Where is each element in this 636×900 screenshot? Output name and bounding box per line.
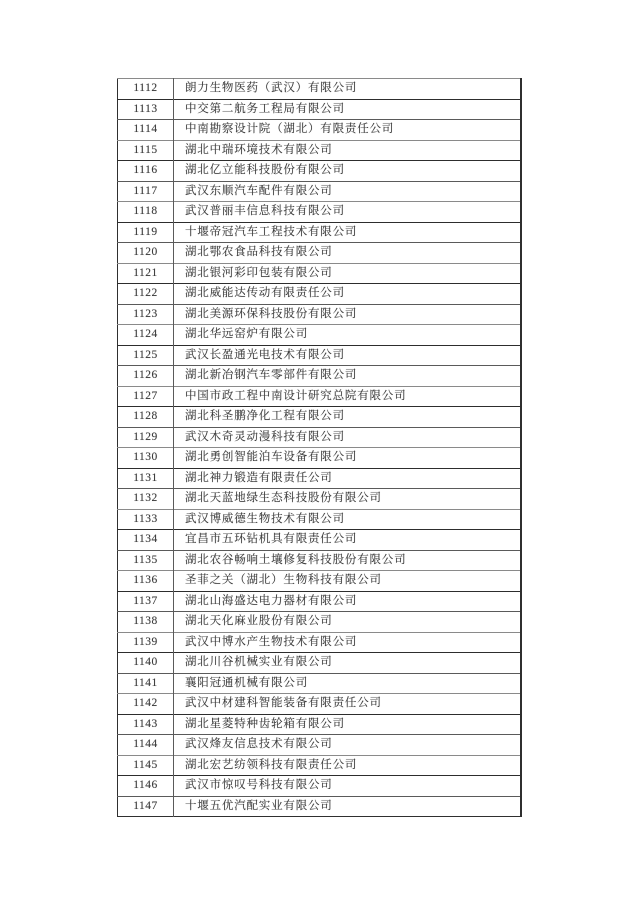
table-row bbox=[118, 448, 522, 469]
table-row bbox=[118, 612, 522, 633]
table-row bbox=[118, 571, 522, 592]
row-number-cell: 1138 bbox=[118, 612, 174, 633]
row-number-cell: 1117 bbox=[118, 181, 174, 202]
row-number-cell: 1144 bbox=[118, 735, 174, 756]
row-number-cell: 1125 bbox=[118, 345, 174, 366]
company-name-cell: 襄阳冠通机械有限公司 bbox=[185, 676, 308, 689]
row-number-cell: 1116 bbox=[118, 161, 174, 182]
row-number-cell: 1131 bbox=[118, 468, 174, 489]
company-name-cell: 武汉烽友信息技术有限公司 bbox=[185, 738, 333, 750]
table-row bbox=[118, 325, 522, 346]
company-name-cell: 湖北中瑞环境技术有限公司 bbox=[185, 143, 333, 156]
row-number-cell: 1135 bbox=[118, 550, 174, 571]
row-number-cell: 1140 bbox=[118, 653, 174, 674]
row-number-cell: 1134 bbox=[118, 530, 174, 551]
row-number-cell: 1123 bbox=[118, 304, 174, 325]
table-row bbox=[118, 694, 522, 715]
row-number-cell: 1119 bbox=[118, 222, 174, 243]
table-row bbox=[118, 653, 522, 674]
table-row bbox=[118, 79, 522, 100]
company-name-cell: 武汉市惊叹号科技有限公司 bbox=[185, 779, 333, 791]
company-name-cell: 湖北鄂农食品科技有限公司 bbox=[185, 246, 333, 258]
company-name-cell: 武汉普丽丰信息科技有限公司 bbox=[185, 205, 345, 217]
row-number-cell: 1114 bbox=[118, 120, 174, 141]
table-row bbox=[118, 284, 522, 305]
row-number-cell: 1133 bbox=[118, 509, 174, 530]
row-number-cell: 1132 bbox=[118, 489, 174, 510]
company-name-cell: 湖北川谷机械实业有限公司 bbox=[185, 656, 333, 668]
table-row bbox=[118, 632, 522, 653]
row-number-cell: 1137 bbox=[118, 591, 174, 612]
table-row bbox=[118, 407, 522, 428]
row-number-cell: 1142 bbox=[118, 694, 174, 715]
table-row bbox=[118, 673, 522, 694]
company-name-cell: 湖北亿立能科技股份有限公司 bbox=[185, 164, 345, 176]
company-name-cell: 湖北科圣鹏净化工程有限公司 bbox=[185, 410, 345, 422]
company-name-cell: 宜昌市五环钻机具有限责任公司 bbox=[185, 533, 358, 545]
table-row bbox=[118, 714, 522, 735]
row-number-cell: 1120 bbox=[118, 243, 174, 264]
company-name-cell: 圣菲之关（湖北）生物科技有限公司 bbox=[185, 574, 382, 586]
table-row bbox=[118, 161, 522, 182]
table-row bbox=[118, 99, 522, 120]
company-name-cell: 湖北宏艺纺领科技有限责任公司 bbox=[185, 758, 358, 771]
row-number-cell: 1143 bbox=[118, 714, 174, 735]
company-name-cell: 中南勘察设计院（湖北）有限责任公司 bbox=[185, 123, 395, 135]
company-name-cell: 湖北山海盛达电力器材有限公司 bbox=[185, 594, 358, 607]
table-row bbox=[118, 140, 522, 161]
table-row bbox=[118, 120, 522, 141]
row-number-cell: 1124 bbox=[118, 325, 174, 346]
company-name-cell: 湖北天蓝地绿生态科技股份有限公司 bbox=[185, 492, 382, 504]
row-number-cell: 1146 bbox=[118, 776, 174, 797]
row-number-cell: 1147 bbox=[118, 796, 174, 817]
table-row bbox=[118, 755, 522, 776]
row-number-cell: 1129 bbox=[118, 427, 174, 448]
company-name-cell: 武汉博威德生物技术有限公司 bbox=[185, 512, 345, 525]
company-name-cell: 武汉木奇灵动漫科技有限公司 bbox=[185, 430, 345, 443]
row-number-cell: 1121 bbox=[118, 263, 174, 284]
row-number-cell: 1128 bbox=[118, 407, 174, 428]
company-name-cell: 湖北新冶钢汽车零部件有限公司 bbox=[185, 369, 358, 381]
table-row bbox=[118, 222, 522, 243]
company-name-cell: 湖北农谷畅响土壤修复科技股份有限公司 bbox=[185, 553, 407, 566]
company-name-cell: 十堰五优汽配实业有限公司 bbox=[185, 799, 333, 812]
company-table-body bbox=[118, 79, 522, 817]
table-row bbox=[118, 345, 522, 366]
row-number-cell: 1145 bbox=[118, 755, 174, 776]
table-row bbox=[118, 776, 522, 797]
row-number-cell: 1113 bbox=[118, 99, 174, 120]
table-row bbox=[118, 735, 522, 756]
company-name-cell: 湖北神力锻造有限责任公司 bbox=[185, 471, 333, 484]
company-name-cell: 湖北威能达传动有限责任公司 bbox=[185, 287, 345, 299]
table-row bbox=[118, 530, 522, 551]
table-row bbox=[118, 550, 522, 571]
company-table bbox=[117, 78, 522, 817]
row-number-cell: 1126 bbox=[118, 366, 174, 387]
company-name-cell: 武汉中博水产生物技术有限公司 bbox=[185, 635, 358, 648]
table-row bbox=[118, 304, 522, 325]
company-name-cell: 湖北银河彩印包装有限公司 bbox=[185, 266, 333, 279]
company-name-cell: 武汉东顺汽车配件有限公司 bbox=[185, 184, 333, 197]
row-number-cell: 1127 bbox=[118, 386, 174, 407]
row-number-cell: 1115 bbox=[118, 140, 174, 161]
company-name-cell: 湖北星菱特种齿轮箱有限公司 bbox=[185, 717, 345, 730]
company-name-cell: 中交第二航务工程局有限公司 bbox=[185, 102, 345, 115]
table-row bbox=[118, 202, 522, 223]
company-name-cell: 湖北勇创智能泊车设备有限公司 bbox=[185, 451, 358, 463]
table-row bbox=[118, 386, 522, 407]
table-row bbox=[118, 509, 522, 530]
table-row bbox=[118, 181, 522, 202]
table-row bbox=[118, 243, 522, 264]
table-row bbox=[118, 591, 522, 612]
table-row bbox=[118, 263, 522, 284]
row-number-cell: 1136 bbox=[118, 571, 174, 592]
row-number-cell: 1112 bbox=[118, 79, 174, 100]
row-number-cell: 1122 bbox=[118, 284, 174, 305]
company-name-cell: 十堰帝冠汽车工程技术有限公司 bbox=[185, 225, 358, 238]
company-name-cell: 朗力生物医药（武汉）有限公司 bbox=[185, 82, 358, 94]
company-name-cell: 中国市政工程中南设计研究总院有限公司 bbox=[185, 389, 407, 402]
table-row bbox=[118, 427, 522, 448]
table-row bbox=[118, 796, 522, 817]
company-name-cell: 湖北美源环保科技股份有限公司 bbox=[185, 307, 358, 320]
row-number-cell: 1141 bbox=[118, 673, 174, 694]
row-number-cell: 1118 bbox=[118, 202, 174, 223]
row-number-cell: 1130 bbox=[118, 448, 174, 469]
row-number-cell: 1139 bbox=[118, 632, 174, 653]
company-name-cell: 武汉长盈通光电技术有限公司 bbox=[185, 348, 345, 361]
company-name-cell: 湖北华远窑炉有限公司 bbox=[185, 328, 308, 340]
table-row bbox=[118, 366, 522, 387]
table-row bbox=[118, 489, 522, 510]
table-row bbox=[118, 468, 522, 489]
company-name-cell: 湖北天化麻业股份有限公司 bbox=[185, 615, 333, 627]
company-name-cell: 武汉中材建科智能装备有限责任公司 bbox=[185, 697, 382, 709]
